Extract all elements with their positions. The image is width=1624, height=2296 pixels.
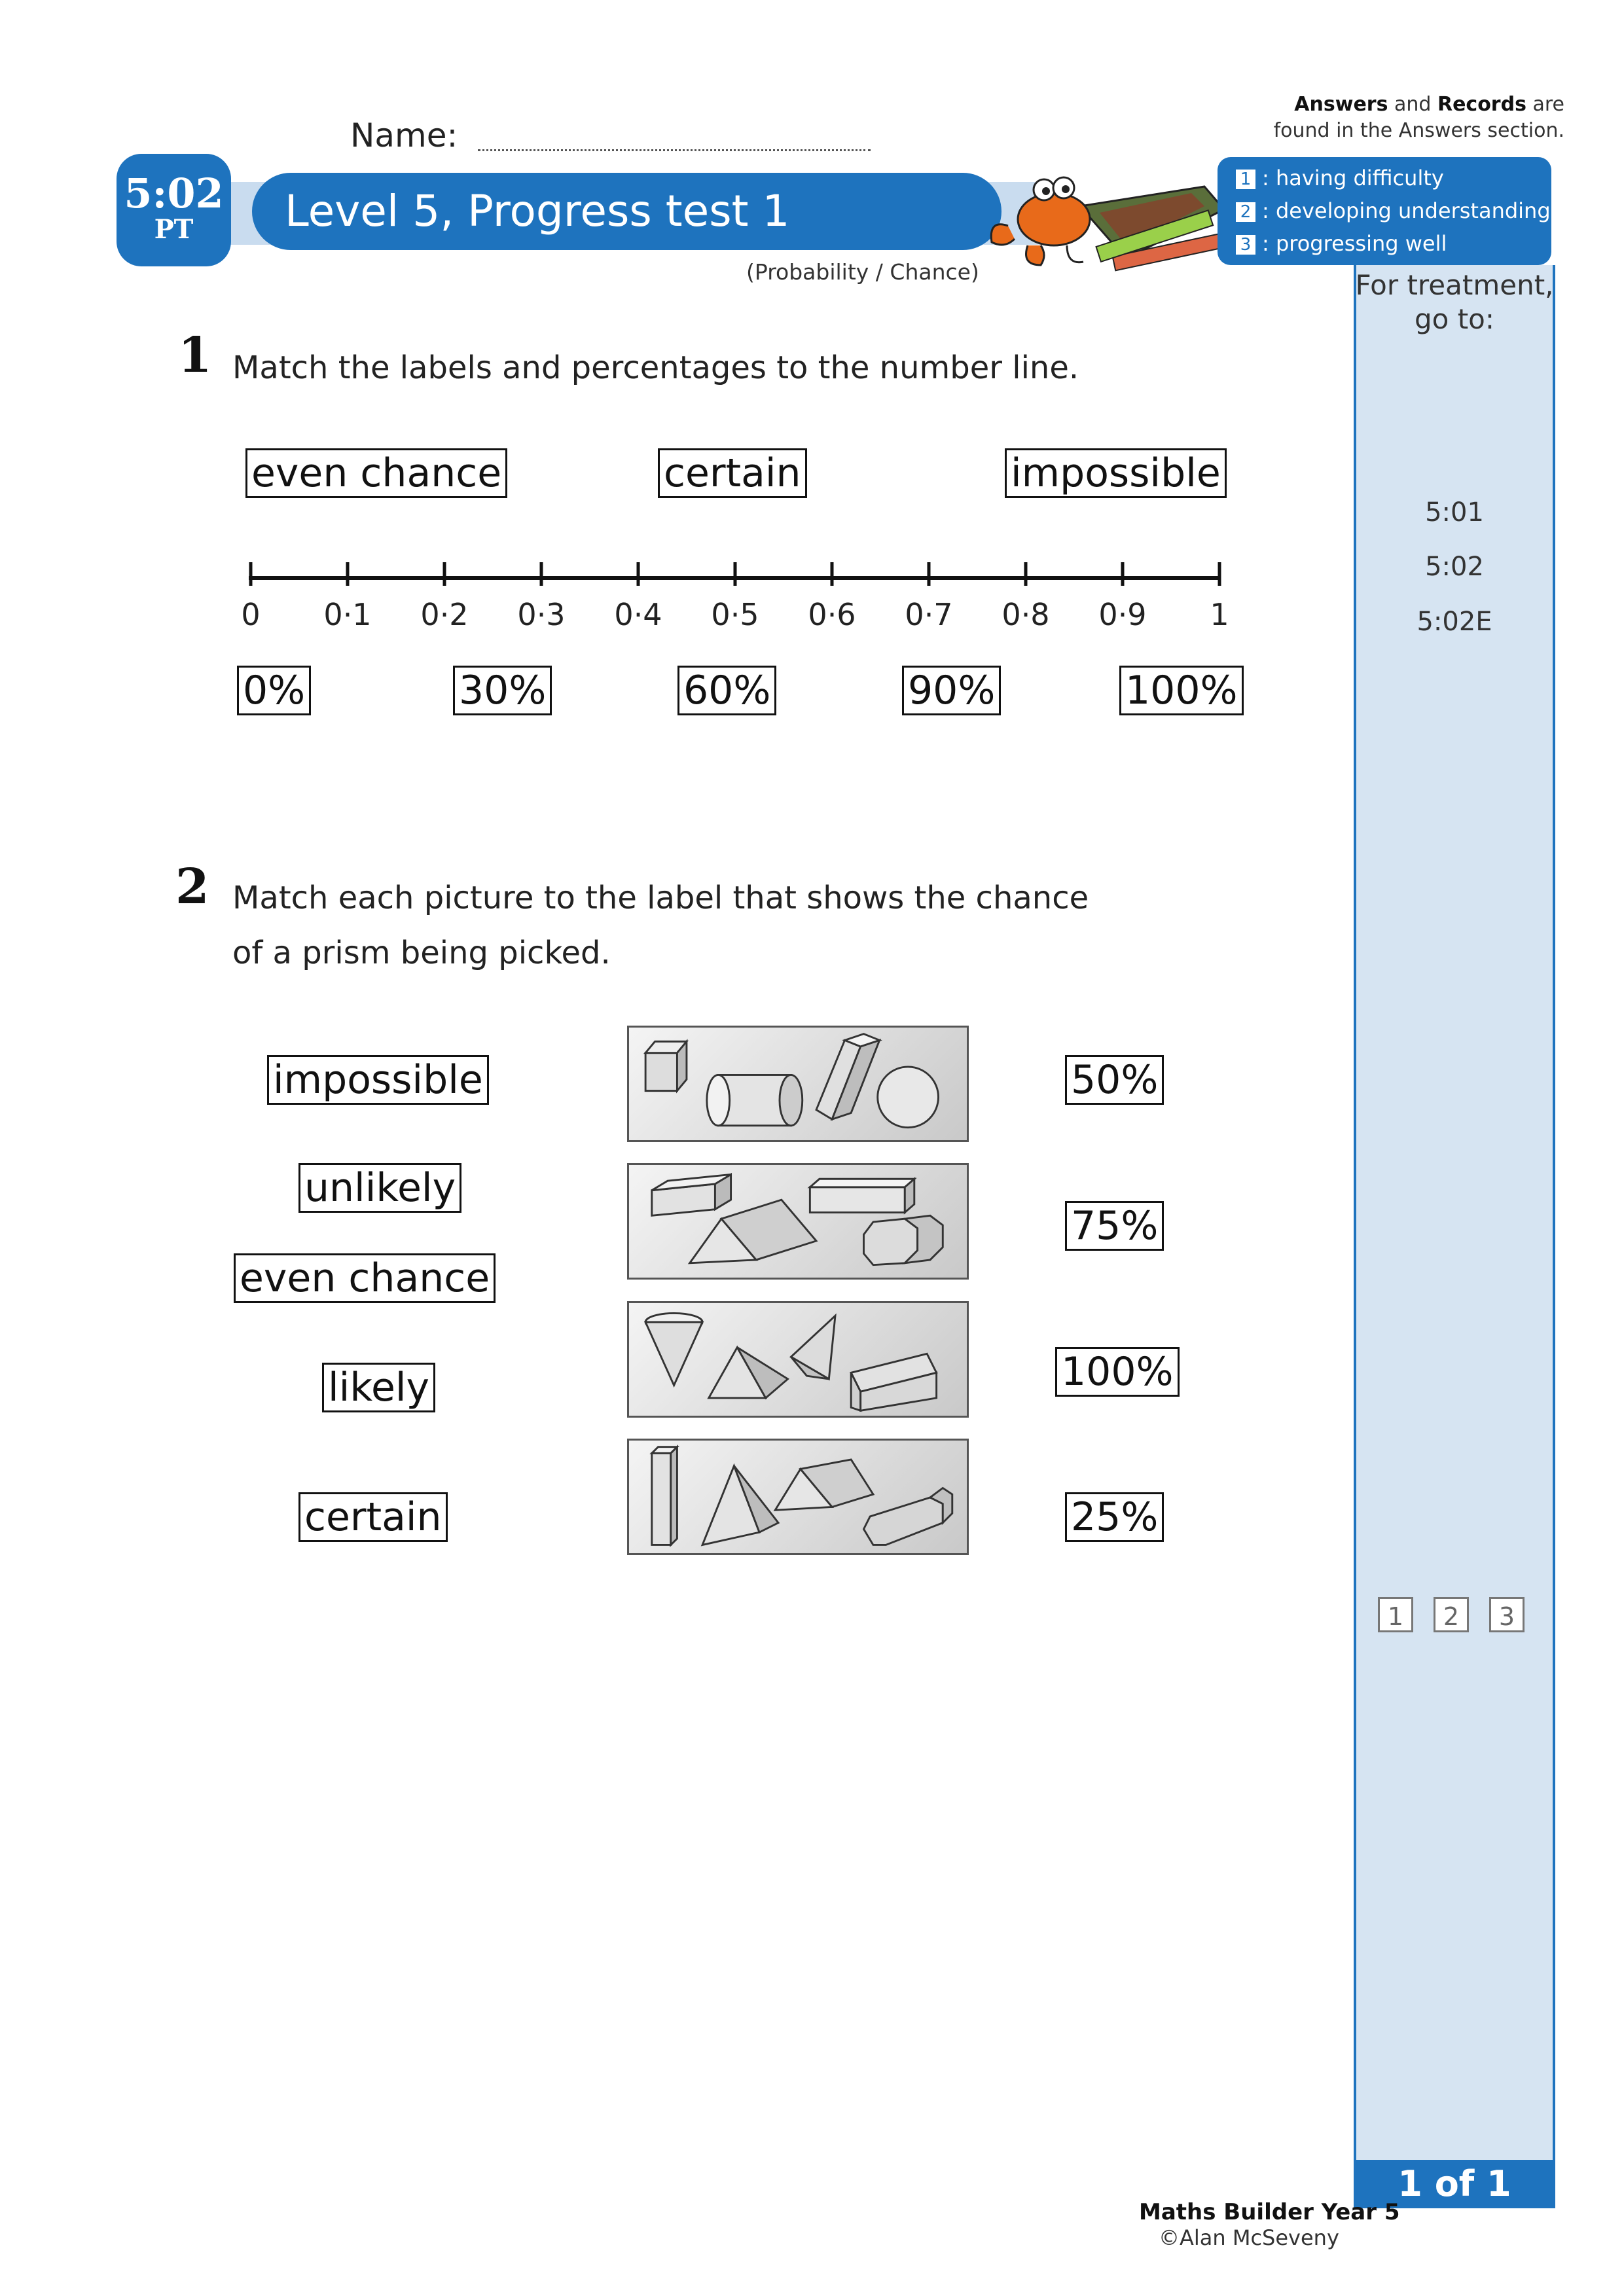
number-line-tick-label: 0·5 xyxy=(711,597,759,632)
and-word: and xyxy=(1388,93,1437,116)
q1-percent-30[interactable]: 30% xyxy=(453,666,552,715)
name-line[interactable] xyxy=(478,149,871,151)
key-number: 3 xyxy=(1236,235,1255,255)
page-indicator: 1 of 1 xyxy=(1354,2160,1555,2208)
q2-percent-100[interactable]: 100% xyxy=(1055,1347,1180,1397)
question-1-text: Match the labels and percentages to the number line. xyxy=(232,350,1079,386)
q2-percent-50[interactable]: 50% xyxy=(1065,1055,1164,1105)
q1-label-certain[interactable]: certain xyxy=(658,448,807,498)
name-label: Name: xyxy=(350,117,458,154)
difficulty-key xyxy=(1218,157,1551,265)
lesson-badge xyxy=(117,154,231,266)
q1-label-impossible[interactable]: impossible xyxy=(1005,448,1227,498)
q1-percent-60[interactable]: 60% xyxy=(677,666,776,715)
q2-label-certain[interactable]: certain xyxy=(298,1492,448,1542)
badge-sub: PT xyxy=(154,214,194,245)
shape-picture-3[interactable] xyxy=(627,1301,969,1418)
q2-percent-25[interactable]: 25% xyxy=(1065,1492,1164,1542)
page-title: Level 5, Progress test 1 xyxy=(252,173,1001,250)
key-number: 2 xyxy=(1236,202,1255,222)
question-2-number: 2 xyxy=(175,859,209,915)
key-row xyxy=(1236,198,1551,224)
key-text: : having difficulty xyxy=(1262,166,1444,190)
q1-percent-100[interactable]: 100% xyxy=(1119,666,1244,715)
score-box-2[interactable]: 2 xyxy=(1434,1597,1469,1632)
treatment-link[interactable]: 5:02 xyxy=(1425,552,1484,582)
number-line-tick-label: 0 xyxy=(241,597,261,632)
treatment-heading xyxy=(1354,268,1555,336)
key-row xyxy=(1236,165,1444,191)
answers-word: Answers xyxy=(1294,93,1388,116)
key-number: 1 xyxy=(1236,170,1255,189)
subtopic: (Probability / Chance) xyxy=(746,259,979,285)
treatment-sidebar xyxy=(1354,265,1555,2170)
q1-percent-0[interactable]: 0% xyxy=(237,666,311,715)
number-line-tick-label: 0·6 xyxy=(808,597,856,632)
q2-label-even-chance[interactable]: even chance xyxy=(234,1253,496,1303)
q2-label-likely[interactable]: likely xyxy=(322,1363,435,1412)
number-line-tick-label: 0·4 xyxy=(614,597,662,632)
key-row xyxy=(1236,230,1447,257)
answers-note-line2: found in the Answers section. xyxy=(1273,119,1564,142)
key-text: : progressing well xyxy=(1262,231,1447,256)
are-word: are xyxy=(1526,93,1564,116)
shape-picture-1[interactable] xyxy=(627,1026,969,1142)
key-text: : developing understanding xyxy=(1262,198,1551,223)
number-line-tick-label: 0·3 xyxy=(517,597,566,632)
number-line-tick-label: 0·1 xyxy=(323,597,372,632)
number-line-tick-label: 0·9 xyxy=(1098,597,1147,632)
records-word: Records xyxy=(1437,93,1526,116)
crab-mascot-icon xyxy=(982,147,1231,278)
treatment-heading-line1: For treatment, xyxy=(1355,269,1554,301)
question-2-text-line2: of a prism being picked. xyxy=(232,935,611,971)
footer-copyright: ©Alan McSeveny xyxy=(1159,2225,1339,2250)
q2-percent-75[interactable]: 75% xyxy=(1065,1201,1164,1251)
treatment-link[interactable]: 5:01 xyxy=(1425,497,1484,528)
number-line xyxy=(241,553,1229,645)
shape-picture-2[interactable] xyxy=(627,1163,969,1280)
answers-note xyxy=(1211,92,1564,144)
treatment-heading-line2: go to: xyxy=(1414,303,1495,335)
footer-book: Maths Builder Year 5 xyxy=(1139,2199,1400,2225)
shape-picture-4[interactable] xyxy=(627,1439,969,1555)
q1-percent-90[interactable]: 90% xyxy=(902,666,1001,715)
number-line-tick-label: 0·2 xyxy=(420,597,469,632)
number-line-tick-label: 0·7 xyxy=(905,597,953,632)
score-box-3[interactable]: 3 xyxy=(1489,1597,1525,1632)
q1-label-even-chance[interactable]: even chance xyxy=(245,448,507,498)
q2-label-unlikely[interactable]: unlikely xyxy=(298,1163,461,1213)
q2-label-impossible[interactable]: impossible xyxy=(267,1055,489,1105)
number-line-tick-label: 1 xyxy=(1210,597,1229,632)
badge-code: 5:02 xyxy=(124,170,224,217)
question-1-number: 1 xyxy=(178,327,212,384)
score-box-1[interactable]: 1 xyxy=(1378,1597,1413,1632)
question-2-text-line1: Match each picture to the label that shows the chance xyxy=(232,880,1089,916)
treatment-link[interactable]: 5:02E xyxy=(1416,607,1492,637)
number-line-tick-label: 0·8 xyxy=(1001,597,1050,632)
